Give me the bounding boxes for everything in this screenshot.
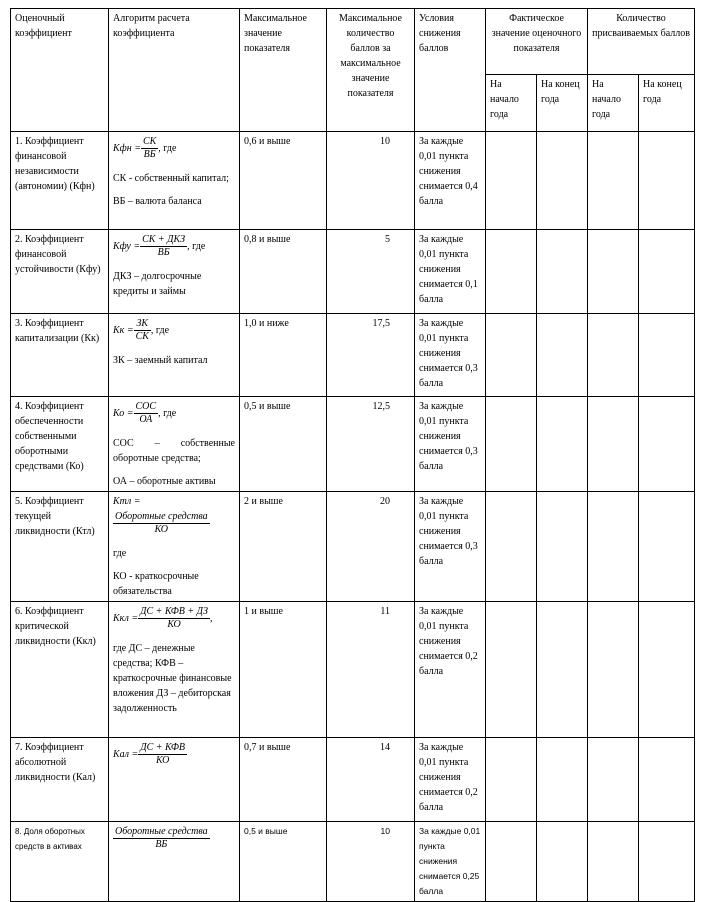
coefficient-name: 5. Коэффициент текущей ликвидности (Ктл)	[11, 492, 109, 602]
coefficient-name: 1. Коэффициент финансовой независимости (автономии) (Кфн)	[11, 132, 109, 230]
formula-denominator: КО	[154, 524, 169, 536]
formula-numerator: СОС	[135, 401, 157, 412]
header-algorithm: Алгоритм расчета коэффициента	[109, 9, 240, 132]
table-row	[11, 230, 695, 314]
max-value: 1 и выше	[240, 602, 327, 738]
reduction-condition: За каждые 0,01 пункта снижения снимается 0,25 балла	[415, 822, 486, 902]
header-max-value: Максимальное значение показателя	[240, 9, 327, 132]
formula-fraction	[134, 401, 159, 426]
actual-end-cell	[537, 132, 588, 230]
points-start-cell	[588, 314, 639, 397]
formula-denominator: СК	[135, 331, 149, 342]
points-start-cell	[588, 132, 639, 230]
formula	[113, 494, 235, 538]
header-points-end: На конец года	[639, 75, 695, 132]
table-row	[11, 602, 695, 738]
reduction-condition: За каждые 0,01 пункта снижения снимается 0,3 балла	[415, 492, 486, 602]
points-end-cell	[639, 230, 695, 314]
formula-lhs: Кфн =	[113, 143, 141, 154]
coefficient-name: 7. Коэффициент абсолютной ликвидности (Кал)	[11, 738, 109, 822]
table-row	[11, 314, 695, 397]
formula-numerator: ДС + КФВ	[140, 742, 186, 754]
actual-end-cell	[537, 822, 588, 902]
formula-numerator: СК + ДКЗ	[142, 234, 186, 245]
formula-cell	[109, 822, 240, 902]
header-conditions: Условия снижения баллов	[415, 9, 486, 132]
points-end-cell	[639, 492, 695, 602]
max-value: 0,5 и выше	[240, 397, 327, 492]
formula-cell	[109, 132, 240, 230]
formula-note: КО - краткосрочные обязательства	[113, 571, 199, 598]
formula	[113, 399, 235, 428]
formula-denominator: ВБ	[155, 839, 168, 851]
table-row	[11, 738, 695, 822]
formula-lhs: Ктл =	[113, 496, 141, 508]
formula-tail: , где	[158, 143, 177, 154]
reduction-condition: За каждые 0,01 пункта снижения снимается 0,3 балла	[415, 314, 486, 397]
coefficient-name: 4. Коэффициент обеспеченности собственными оборотными средствами (Ко)	[11, 397, 109, 492]
formula-cell	[109, 314, 240, 397]
max-points: 5	[327, 230, 415, 314]
formula-lhs: Кк =	[113, 325, 134, 336]
header-coefficient: Оценочный коэффициент	[11, 9, 109, 132]
formula-numerator: ДС + КФВ + ДЗ	[140, 606, 208, 618]
max-value: 2 и выше	[240, 492, 327, 602]
formula-cell	[109, 492, 240, 602]
formula	[113, 134, 235, 163]
formula-note: ВБ – валюта баланса	[113, 196, 202, 207]
coefficient-name: 8. Доля оборотных средств в активах	[11, 822, 109, 902]
formula-cell	[109, 602, 240, 738]
coefficient-name: 3. Коэффициент капитализации (Кк)	[11, 314, 109, 397]
formula-fraction	[138, 606, 210, 631]
formula-note: где ДС – денежные средства; КФВ – краткосрочные финансовые вложения ДЗ – дебиторская задолженность	[113, 643, 232, 715]
reduction-condition: За каждые 0,01 пункта снижения снимается 0,3 балла	[415, 397, 486, 492]
max-value: 0,8 и выше	[240, 230, 327, 314]
points-end-cell	[639, 822, 695, 902]
max-points: 20	[327, 492, 415, 602]
actual-end-cell	[537, 738, 588, 822]
actual-start-cell	[486, 602, 537, 738]
formula-numerator: Оборотные средства	[115, 826, 208, 838]
formula-note: ДКЗ – долгосрочные кредиты и займы	[113, 271, 202, 297]
formula-denominator: КО	[167, 619, 181, 631]
header-actual-end: На конец года	[537, 75, 588, 132]
reduction-condition: За каждые 0,01 пункта снижения снимается 0,2 балла	[415, 602, 486, 738]
formula-note: где	[113, 548, 127, 560]
formula-numerator: ЗК	[134, 318, 151, 331]
formula-cell	[109, 397, 240, 492]
formula-note: СК - собственный капитал;	[113, 173, 229, 184]
formula-tail: ,	[209, 613, 213, 625]
points-end-cell	[639, 397, 695, 492]
points-end-cell	[639, 602, 695, 738]
formula-numerator: СК	[142, 136, 157, 147]
formula-cell	[109, 738, 240, 822]
header-max-points: Максимальное количество баллов за максимальное значение показателя	[327, 9, 415, 132]
actual-start-cell	[486, 822, 537, 902]
formula-lhs: Ко =	[113, 408, 134, 419]
actual-start-cell	[486, 230, 537, 314]
points-start-cell	[588, 822, 639, 902]
points-end-cell	[639, 314, 695, 397]
reduction-condition: За каждые 0,01 пункта снижения снимается 0,4 балла	[415, 132, 486, 230]
actual-end-cell	[537, 602, 588, 738]
table-row	[11, 132, 695, 230]
formula-note: СОС – собственные оборотные средства;	[113, 438, 235, 464]
max-value: 0,6 и выше	[240, 132, 327, 230]
max-value: 0,7 и выше	[240, 738, 327, 822]
actual-end-cell	[537, 230, 588, 314]
points-end-cell	[639, 738, 695, 822]
actual-end-cell	[537, 492, 588, 602]
formula-denominator: КО	[155, 755, 170, 767]
formula	[113, 316, 235, 345]
header-assigned-points: Количество присваиваемых баллов	[588, 9, 695, 75]
formula-denominator: ВБ	[157, 247, 170, 258]
points-start-cell	[588, 397, 639, 492]
formula-lhs: Кал =	[113, 749, 139, 761]
points-start-cell	[588, 230, 639, 314]
formula-tail: , где	[158, 408, 177, 419]
header-points-start: На начало года	[588, 75, 639, 132]
formula-tail: , где	[150, 325, 170, 336]
formula-tail: , где	[187, 241, 206, 252]
formula-fraction	[134, 318, 151, 343]
points-end-cell	[639, 132, 695, 230]
header-actual-start: На начало года	[486, 75, 537, 132]
formula	[113, 824, 235, 853]
actual-start-cell	[486, 738, 537, 822]
max-points: 12,5	[327, 397, 415, 492]
actual-start-cell	[486, 132, 537, 230]
formula-note: ОА – оборотные активы	[113, 476, 216, 487]
header-actual-value: Фактическое значение оценочного показателя	[486, 9, 588, 75]
coefficients-table	[10, 8, 695, 902]
formula	[113, 232, 235, 261]
table-row	[11, 492, 695, 602]
reduction-condition: За каждые 0,01 пункта снижения снимается 0,1 балла	[415, 230, 486, 314]
points-start-cell	[588, 738, 639, 822]
max-points: 10	[327, 822, 415, 902]
formula-fraction	[113, 511, 210, 536]
formula-denominator: ВБ	[143, 149, 156, 160]
reduction-condition: За каждые 0,01 пункта снижения снимается 0,2 балла	[415, 738, 486, 822]
actual-start-cell	[486, 492, 537, 602]
max-points: 17,5	[327, 314, 415, 397]
formula-denominator: ОА	[139, 414, 153, 425]
actual-end-cell	[537, 314, 588, 397]
formula-note: ЗК – заемный капитал	[113, 355, 208, 366]
max-points: 11	[327, 602, 415, 738]
table-body	[11, 132, 695, 902]
formula-fraction	[141, 136, 158, 161]
max-points: 10	[327, 132, 415, 230]
max-value: 0,5 и выше	[240, 822, 327, 902]
formula	[113, 604, 235, 633]
formula	[113, 740, 235, 769]
max-points: 14	[327, 738, 415, 822]
actual-start-cell	[486, 397, 537, 492]
formula-lhs: Кфу =	[113, 241, 141, 252]
formula-numerator: Оборотные средства	[115, 511, 208, 523]
table-row	[11, 822, 695, 902]
actual-end-cell	[537, 397, 588, 492]
formula-cell	[109, 230, 240, 314]
points-start-cell	[588, 492, 639, 602]
points-start-cell	[588, 602, 639, 738]
coefficient-name: 6. Коэффициент критической ликвидности (Ккл)	[11, 602, 109, 738]
formula-fraction	[140, 234, 187, 259]
max-value: 1,0 и ниже	[240, 314, 327, 397]
table-row	[11, 397, 695, 492]
formula-fraction	[113, 826, 210, 851]
coefficient-name: 2. Коэффициент финансовой устойчивости (Кфу)	[11, 230, 109, 314]
formula-fraction	[138, 742, 187, 767]
formula-lhs: Ккл =	[113, 613, 139, 625]
actual-start-cell	[486, 314, 537, 397]
